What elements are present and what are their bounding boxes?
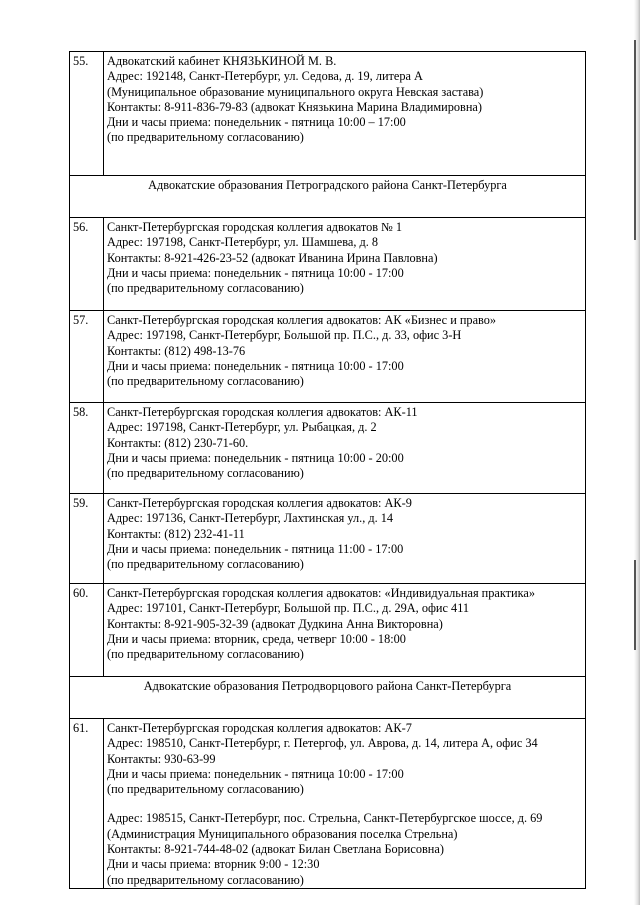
entry-line: (Муниципальное образование муниципального округа Невская застава) [107,84,484,99]
section-row [70,176,586,218]
table-body [70,52,586,889]
table-row [70,52,586,176]
entry-line: (Администрация Муниципального образования поселка Стрельна) [107,826,458,841]
section-row [70,677,586,719]
entry-number: 60. [70,584,104,677]
entry-content [104,494,586,584]
entry-line: Санкт-Петербургская городская коллегия адвокатов: АК-7 [107,721,412,735]
entry-number: 56. [70,218,104,311]
table-row [70,494,586,584]
entry-line: Контакты: 930-63-99 [107,751,216,766]
entry-61-block-a [107,721,582,797]
section-heading-petrodvortsovy: Адвокатские образования Петродворцового района Санкт-Петербурга [70,677,586,719]
entry-line: Дни и часы приема: понедельник - пятница 10:00 - 17:00 [107,766,404,781]
section-heading-petrogradsky: Адвокатские образования Петроградского района Санкт-Петербурга [70,176,586,218]
table-row [70,403,586,494]
entry-line: Дни и часы приема: понедельник - пятница 10:00 - 17:00 [107,358,404,373]
entry-line: Дни и часы приема: понедельник - пятница 10:00 - 20:00 [107,450,404,465]
entry-line: Контакты: 8-911-836-79-83 (адвокат Князькина Марина Владимировна) [107,99,482,114]
entry-number: 58. [70,403,104,494]
entry-number: 57. [70,311,104,403]
entry-line: (по предварительному согласованию) [107,557,304,572]
entry-line: Дни и часы приема: понедельник - пятница 10:00 - 17:00 [107,265,404,280]
entry-line: Контакты: 8-921-905-32-39 (адвокат Дудкина Анна Викторовна) [107,616,443,631]
scan-edge-mark [634,560,636,650]
table-row [70,218,586,311]
entry-line: Адвокатский кабинет КНЯЗЬКИНОЙ М. В. [107,54,337,68]
entry-line: Адрес: 197198, Санкт-Петербург, Большой пр. П.С., д. 33, офис 3-Н [107,328,462,343]
spacer [107,797,582,811]
entry-number: 61. [70,719,104,889]
scan-edge-mark [634,40,636,240]
entry-line: Контакты: (812) 230-71-60. [107,435,249,450]
entry-line: Контакты: 8-921-744-48-02 (адвокат Билан Светлана Борисовна) [107,842,444,857]
entry-line: (по предварительному согласованию) [107,130,304,145]
entry-line: Дни и часы приема: вторник, среда, четверг 10:00 - 18:00 [107,631,406,646]
entry-line: Адрес: 197198, Санкт-Петербург, ул. Шамшева, д. 8 [107,235,379,250]
entry-61-block-b [107,811,582,887]
entry-line: (по предварительному согласованию) [107,466,304,481]
entry-line: Адрес: 198515, Санкт-Петербург, пос. Стрельна, Санкт-Петербургское шоссе, д. 69 [107,811,543,826]
entry-line: Санкт-Петербургская городская коллегия адвокатов № 1 [107,220,403,234]
entry-line: Адрес: 197136, Санкт-Петербург, Лахтинская ул., д. 14 [107,511,394,526]
entry-line: Санкт-Петербургская городская коллегия адвокатов: «Индивидуальная практика» [107,586,536,600]
entry-number: 55. [70,52,104,176]
entry-line: Санкт-Петербургская городская коллегия адвокатов: АК-11 [107,405,418,419]
entry-line: Адрес: 198510, Санкт-Петербург, г. Петергоф, ул. Аврова, д. 14, литера А, офис 34 [107,736,538,751]
entry-line: Контакты: (812) 232-41-11 [107,526,245,541]
entry-line: (по предварительному согласованию) [107,647,304,662]
entry-content [104,584,586,677]
entry-line: Адрес: 197101, Санкт-Петербург, Большой пр. П.С., д. 29А, офис 411 [107,601,470,616]
table-row [70,311,586,403]
entry-content [104,311,586,403]
entry-content [104,403,586,494]
entry-line: Санкт-Петербургская городская коллегия адвокатов: АК-9 [107,496,412,510]
table-row [70,584,586,677]
entry-content [104,218,586,311]
entry-content [104,52,586,176]
entry-line: Санкт-Петербургская городская коллегия адвокатов: АК «Бизнес и право» [107,313,497,327]
entry-line: Дни и часы приема: понедельник - пятница 11:00 - 17:00 [107,541,404,556]
entry-line: Адрес: 192148, Санкт-Петербург, ул. Седова, д. 19, литера А [107,69,423,84]
entry-content-61 [104,719,586,889]
lawyers-registry-table [69,51,586,889]
entry-line: (по предварительному согласованию) [107,872,304,887]
entry-line: Адрес: 197198, Санкт-Петербург, ул. Рыбацкая, д. 2 [107,420,377,435]
entry-line: (по предварительному согласованию) [107,374,304,389]
table-row [70,719,586,889]
entry-number: 59. [70,494,104,584]
entry-line: Дни и часы приема: понедельник - пятница 10:00 – 17:00 [107,115,406,130]
entry-line: Контакты: (812) 498-13-76 [107,343,246,358]
entry-line: (по предварительному согласованию) [107,782,304,797]
entry-line: (по предварительному согласованию) [107,281,304,296]
entry-line: Дни и часы приема: вторник 9:00 - 12:30 [107,857,320,872]
entry-line: Контакты: 8-921-426-23-52 (адвокат Иванина Ирина Павловна) [107,250,438,265]
